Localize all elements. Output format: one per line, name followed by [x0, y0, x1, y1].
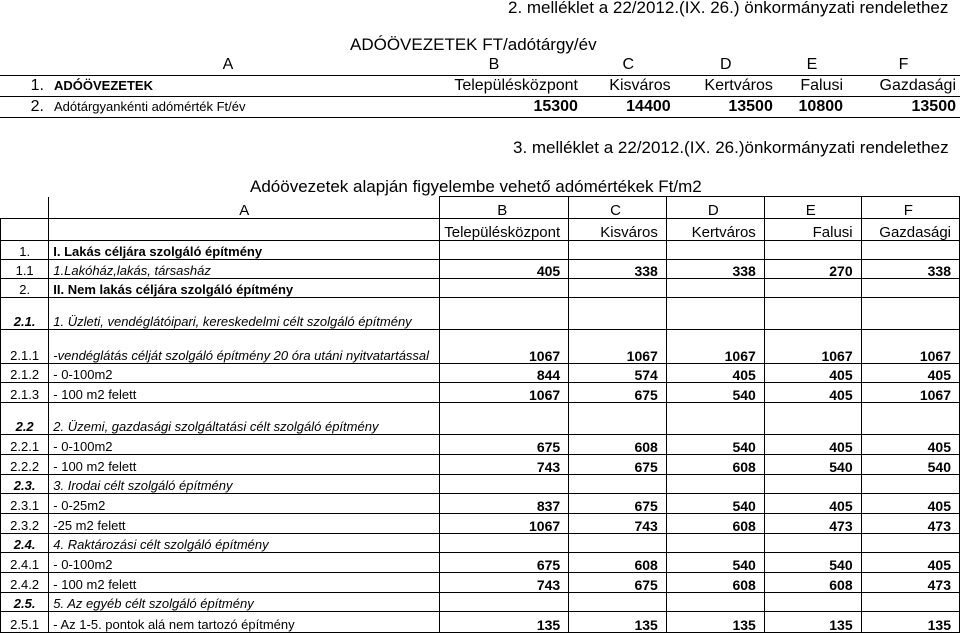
col-letter-c: C — [569, 197, 667, 219]
rates-table-body — [1, 197, 960, 633]
table2-zone-row — [1, 219, 960, 241]
row-number: 2.3.1 — [1, 494, 49, 514]
rate-value — [569, 403, 667, 435]
rate-value — [861, 298, 959, 330]
rate-value: 1067 — [440, 514, 569, 534]
table-row — [1, 260, 960, 279]
table-row — [1, 241, 960, 260]
rate-value: 1067 — [764, 330, 861, 364]
rate-value — [764, 403, 861, 435]
zone-name: Településközpont — [406, 76, 582, 97]
rate-value — [666, 298, 764, 330]
rate-value: 405 — [861, 435, 959, 455]
rate-value: 1067 — [861, 383, 959, 403]
col-letter-e: E — [777, 55, 847, 76]
row-label: I. Lakás céljára szolgáló építmény — [49, 241, 440, 260]
rate-value: 540 — [666, 553, 764, 573]
row-number: 2.1.3 — [1, 383, 49, 403]
row-number: 1.1 — [1, 260, 49, 279]
zone-name: Kisváros — [582, 76, 675, 97]
table1-row-rates — [0, 97, 960, 118]
zone-name: Településközpont — [440, 219, 569, 241]
col-letter-c: C — [582, 55, 675, 76]
row-number: 2.4.2 — [1, 573, 49, 593]
table-row — [1, 279, 960, 298]
rate-value: 608 — [569, 553, 667, 573]
row-number: 2.1. — [1, 298, 49, 330]
rate-value: 405 — [440, 260, 569, 279]
rate-value: 844 — [440, 364, 569, 383]
rate-value: 743 — [440, 573, 569, 593]
rate-value: 338 — [861, 260, 959, 279]
rate-value — [666, 279, 764, 298]
rate-value: 15300 — [406, 97, 582, 118]
row-label: 5. Az egyéb célt szolgáló építmény — [49, 593, 440, 612]
row-number: 2. — [1, 279, 49, 298]
rate-value: 338 — [569, 260, 667, 279]
table-row — [1, 514, 960, 534]
table2-letter-row — [1, 197, 960, 219]
rate-value: 1067 — [861, 330, 959, 364]
table1-letter-row — [0, 55, 960, 76]
rate-value: 608 — [569, 435, 667, 455]
row-number: 2.1.1 — [1, 330, 49, 364]
table-row — [1, 364, 960, 383]
col-letter-d: D — [666, 197, 764, 219]
table-row — [1, 593, 960, 612]
rate-value: 574 — [569, 364, 667, 383]
col-letter-d: D — [675, 55, 777, 76]
rate-value: 540 — [666, 435, 764, 455]
zone-name: Falusi — [777, 76, 847, 97]
rate-value: 338 — [666, 260, 764, 279]
table-row — [1, 330, 960, 364]
rate-value: 405 — [861, 364, 959, 383]
rate-value — [569, 475, 667, 494]
rate-value: 14400 — [582, 97, 675, 118]
row-label: - 100 m2 felett — [49, 455, 440, 475]
rate-value — [440, 593, 569, 612]
rate-value: 675 — [569, 573, 667, 593]
table2-title: Adóövezetek alapján figyelembe vehető adómértékek Ft/m2 — [250, 177, 702, 196]
rate-value — [861, 534, 959, 553]
rate-value: 135 — [569, 612, 667, 633]
zone-name: Kertváros — [666, 219, 764, 241]
rate-value — [764, 475, 861, 494]
row-label: - 0-100m2 — [49, 435, 440, 455]
row-label: 1.Lakóház,lakás, társasház — [49, 260, 440, 279]
rate-value — [440, 241, 569, 260]
table-row — [1, 475, 960, 494]
annex-2-heading: 2. melléklet a 22/2012.(IX. 26.) önkormányzati rendelethez — [508, 0, 949, 17]
rate-value: 1067 — [569, 330, 667, 364]
row-number: 2.2.1 — [1, 435, 49, 455]
rate-value: 405 — [764, 364, 861, 383]
rate-value: 675 — [440, 553, 569, 573]
row-number: 2.4. — [1, 534, 49, 553]
row-label: - 100 m2 felett — [49, 573, 440, 593]
table1-title: ADÓÖVEZETEK FT/adótárgy/év — [350, 35, 597, 54]
rate-value — [861, 403, 959, 435]
row-label: - 0-100m2 — [49, 364, 440, 383]
row-number: 2.4.1 — [1, 553, 49, 573]
rate-value — [569, 593, 667, 612]
rate-value: 135 — [764, 612, 861, 633]
row-label: 1. Üzleti, vendéglátóipari, kereskedelmi célt szolgáló építmény — [49, 298, 440, 330]
rate-value: 13500 — [675, 97, 777, 118]
row-label: - 0-25m2 — [49, 494, 440, 514]
rate-value — [569, 298, 667, 330]
rate-value — [666, 403, 764, 435]
rate-value — [764, 534, 861, 553]
rate-value — [440, 403, 569, 435]
rate-value — [861, 593, 959, 612]
rate-value: 405 — [666, 364, 764, 383]
rate-value: 608 — [666, 455, 764, 475]
table-row — [1, 435, 960, 455]
table-row — [1, 534, 960, 553]
row-label: 2. Üzemi, gazdasági szolgáltatási célt szolgáló építmény — [49, 403, 440, 435]
rate-value: 1067 — [666, 330, 764, 364]
rate-value: 405 — [861, 553, 959, 573]
row-label: -25 m2 felett — [49, 514, 440, 534]
table1-row-zones — [0, 76, 960, 97]
tax-zones-table — [0, 55, 960, 118]
zone-name: Falusi — [764, 219, 861, 241]
row-label: -vendéglátás célját szolgáló építmény 20 óra utáni nyitvatartással — [49, 330, 440, 364]
row-number: 2. — [0, 97, 50, 118]
rate-value: 1067 — [440, 330, 569, 364]
rate-value — [666, 475, 764, 494]
rate-value — [666, 593, 764, 612]
rate-value — [440, 279, 569, 298]
rate-value: 1067 — [440, 383, 569, 403]
row-label: II. Nem lakás céljára szolgáló építmény — [49, 279, 440, 298]
rate-value — [440, 475, 569, 494]
row-number: 1. — [0, 76, 50, 97]
rate-value: 473 — [861, 514, 959, 534]
rate-value: 608 — [764, 573, 861, 593]
rate-value: 743 — [569, 514, 667, 534]
row-number: 2.2 — [1, 403, 49, 435]
rate-value — [569, 534, 667, 553]
row-label: - Az 1-5. pontok alá nem tartozó építmény — [49, 612, 440, 633]
col-letter-f: F — [861, 197, 959, 219]
rate-value: 675 — [569, 383, 667, 403]
rate-value — [861, 475, 959, 494]
row-label: Adótárgyankénti adómérték Ft/év — [50, 97, 406, 118]
rate-value — [666, 534, 764, 553]
rate-value: 837 — [440, 494, 569, 514]
rate-value: 675 — [569, 455, 667, 475]
row-label: - 100 m2 felett — [49, 383, 440, 403]
table-row — [1, 494, 960, 514]
row-label: - 0-100m2 — [49, 553, 440, 573]
zone-name: Kisváros — [569, 219, 667, 241]
row-number: 1. — [1, 241, 49, 260]
rate-value: 135 — [666, 612, 764, 633]
rate-value: 540 — [666, 383, 764, 403]
rate-value: 608 — [666, 514, 764, 534]
rate-value: 608 — [666, 573, 764, 593]
rate-value: 405 — [764, 494, 861, 514]
rate-value — [666, 241, 764, 260]
row-number: 2.2.2 — [1, 455, 49, 475]
rate-value: 473 — [861, 573, 959, 593]
rate-value — [764, 593, 861, 612]
table-row — [1, 612, 960, 633]
table-row — [1, 573, 960, 593]
rate-value — [764, 241, 861, 260]
table-row — [1, 298, 960, 330]
row-number: 2.5.1 — [1, 612, 49, 633]
rate-value: 540 — [764, 553, 861, 573]
row-number: 2.3.2 — [1, 514, 49, 534]
row-label: 3. Irodai célt szolgáló építmény — [49, 475, 440, 494]
table-row — [1, 403, 960, 435]
rate-value: 13500 — [847, 97, 960, 118]
rates-table — [0, 196, 960, 633]
annex-3-heading: 3. melléklet a 22/2012.(IX. 26.)önkormányzati rendelethez — [513, 138, 949, 157]
table-row — [1, 553, 960, 573]
table-row — [1, 455, 960, 475]
zone-name: Gazdasági — [847, 76, 960, 97]
rate-value: 473 — [764, 514, 861, 534]
rate-value: 675 — [569, 494, 667, 514]
rate-value — [569, 241, 667, 260]
rate-value — [440, 534, 569, 553]
rate-value: 135 — [861, 612, 959, 633]
rate-value: 540 — [666, 494, 764, 514]
col-letter-e: E — [764, 197, 861, 219]
col-letter-b: B — [440, 197, 569, 219]
rate-value: 10800 — [777, 97, 847, 118]
rate-value: 135 — [440, 612, 569, 633]
row-label: 4. Raktározási célt szolgáló építmény — [49, 534, 440, 553]
rate-value — [861, 241, 959, 260]
col-letter-f: F — [847, 55, 960, 76]
rate-value: 405 — [764, 435, 861, 455]
col-letter-a: A — [50, 55, 406, 76]
col-letter-b: B — [406, 55, 582, 76]
table-row — [1, 383, 960, 403]
row-label: ADÓÖVEZETEK — [50, 76, 406, 97]
rate-value — [861, 279, 959, 298]
rate-value: 675 — [440, 435, 569, 455]
rate-value: 540 — [861, 455, 959, 475]
rate-value — [440, 298, 569, 330]
row-number: 2.3. — [1, 475, 49, 494]
rate-value — [764, 279, 861, 298]
rate-value: 405 — [861, 494, 959, 514]
row-number: 2.5. — [1, 593, 49, 612]
row-number: 2.1.2 — [1, 364, 49, 383]
zone-name: Gazdasági — [861, 219, 959, 241]
col-letter-a: A — [49, 197, 440, 219]
rate-value — [569, 279, 667, 298]
rate-value: 270 — [764, 260, 861, 279]
rate-value — [764, 298, 861, 330]
rate-value: 405 — [764, 383, 861, 403]
zone-name: Kertváros — [675, 76, 777, 97]
rate-value: 540 — [764, 455, 861, 475]
rate-value: 743 — [440, 455, 569, 475]
